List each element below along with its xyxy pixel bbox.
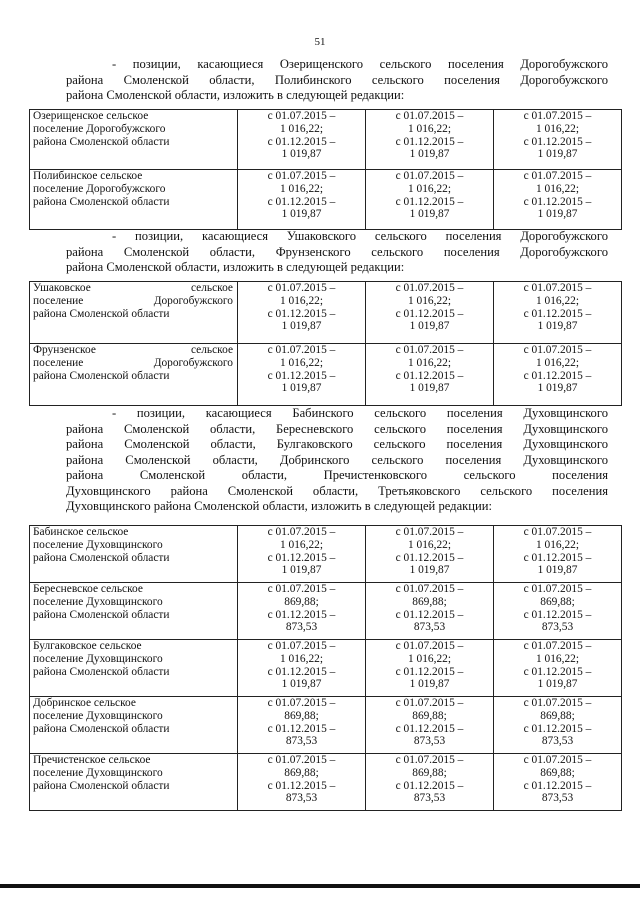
table-row: [30, 110, 622, 170]
table-row: [30, 640, 622, 697]
paragraph-1: [66, 57, 608, 104]
tariff-cell: с 01.07.2015 – 1 016,22; с 01.12.2015 – 1 019,87: [366, 344, 494, 406]
tariff-cell: с 01.07.2015 – 869,88; с 01.12.2015 – 873,53: [494, 583, 622, 640]
tariff-cell: с 01.07.2015 – 1 016,22; с 01.12.2015 – 1 019,87: [366, 282, 494, 344]
table-row: [30, 754, 622, 811]
settlement-name: Бабинское сельское поселение Духовщинского района Смоленской области: [30, 526, 238, 583]
settlement-name: Булгаковское сельское поселение Духовщинского района Смоленской области: [30, 640, 238, 697]
tariff-cell: с 01.07.2015 – 1 016,22; с 01.12.2015 – 1 019,87: [238, 640, 366, 697]
tariff-cell: с 01.07.2015 – 869,88; с 01.12.2015 – 873,53: [366, 754, 494, 811]
paragraph-line: района Смоленской области, изложить в следующей редакции:: [66, 88, 405, 102]
paragraph-line: района Смоленской области, Булгаковского сельского поселения Духовщинского: [66, 437, 608, 451]
page-number: 51: [314, 36, 326, 48]
tariff-table-1: [29, 109, 622, 230]
tariff-cell: с 01.07.2015 – 1 016,22; с 01.12.2015 – 1 019,87: [366, 640, 494, 697]
paragraph-line: - позиции, касающиеся Бабинского сельского поселения Духовщинского: [112, 406, 608, 420]
paragraph-line: района Смоленской области, Добринского сельского поселения Духовщинского: [66, 452, 608, 467]
tariff-cell: с 01.07.2015 – 1 016,22; с 01.12.2015 – 1 019,87: [494, 640, 622, 697]
settlement-name: Добринское сельское поселение Духовщинского района Смоленской области: [30, 697, 238, 754]
settlement-name: Полибинское сельское поселение Дорогобужского района Смоленской области: [30, 170, 238, 230]
paragraph-line: - позиции, касающиеся Ушаковского сельского поселения Дорогобужского: [112, 229, 608, 243]
tariff-cell: с 01.07.2015 – 869,88; с 01.12.2015 – 873,53: [366, 697, 494, 754]
settlement-name: Фрунзенское сельское поселение Дорогобужского района Смоленской области: [30, 344, 238, 406]
paragraph-line: Духовщинского района Смоленской области, Третьяковского сельского поселения: [66, 483, 608, 498]
settlement-name: Ушаковское сельское поселение Дорогобужского района Смоленской области: [30, 282, 238, 344]
paragraph-line: района Смоленской области, Фрунзенского сельского поселения Дорогобужского: [66, 244, 608, 259]
paragraph-line: Духовщинского района Смоленской области, изложить в следующей редакции:: [66, 499, 493, 513]
tariff-cell: с 01.07.2015 – 1 016,22; с 01.12.2015 – 1 019,87: [238, 110, 366, 170]
table-row: [30, 282, 622, 344]
tariff-cell: с 01.07.2015 – 869,88; с 01.12.2015 – 873,53: [494, 754, 622, 811]
tariff-cell: с 01.07.2015 – 869,88; с 01.12.2015 – 873,53: [238, 583, 366, 640]
paragraph-line: района Смоленской области, Пречистенковского сельского поселения: [66, 468, 608, 482]
tariff-cell: с 01.07.2015 – 1 016,22; с 01.12.2015 – 1 019,87: [494, 344, 622, 406]
paragraph-2: [66, 229, 608, 276]
tariff-cell: с 01.07.2015 – 1 016,22; с 01.12.2015 – 1 019,87: [494, 282, 622, 344]
settlement-name: Бересневское сельское поселение Духовщинского района Смоленской области: [30, 583, 238, 640]
paragraph-line: района Смоленской области, Полибинского сельского поселения Дорогобужского: [66, 72, 608, 87]
paragraph-line: района Смоленской области, изложить в следующей редакции:: [66, 260, 405, 274]
tariff-cell: с 01.07.2015 – 1 016,22; с 01.12.2015 – 1 019,87: [238, 282, 366, 344]
tariff-cell: с 01.07.2015 – 1 016,22; с 01.12.2015 – 1 019,87: [366, 526, 494, 583]
tariff-cell: с 01.07.2015 – 1 016,22; с 01.12.2015 – 1 019,87: [494, 110, 622, 170]
tariff-cell: с 01.07.2015 – 1 016,22; с 01.12.2015 – 1 019,87: [494, 526, 622, 583]
tariff-cell: с 01.07.2015 – 869,88; с 01.12.2015 – 873,53: [238, 697, 366, 754]
tariff-table-3: [29, 525, 622, 811]
paragraph-line: - позиции, касающиеся Озерищенского сельского поселения Дорогобужского: [112, 57, 608, 71]
settlement-name: Пречистенское сельское поселение Духовщинского района Смоленской области: [30, 754, 238, 811]
table-row: [30, 697, 622, 754]
settlement-name: Озерищенское сельское поселение Дорогобужского района Смоленской области: [30, 110, 238, 170]
tariff-cell: с 01.07.2015 – 869,88; с 01.12.2015 – 873,53: [366, 583, 494, 640]
table-row: [30, 526, 622, 583]
tariff-cell: с 01.07.2015 – 1 016,22; с 01.12.2015 – 1 019,87: [238, 170, 366, 230]
table-row: [30, 583, 622, 640]
tariff-cell: с 01.07.2015 – 1 016,22; с 01.12.2015 – 1 019,87: [494, 170, 622, 230]
page-bottom-rule: [0, 884, 640, 888]
table-row: [30, 170, 622, 230]
tariff-cell: с 01.07.2015 – 1 016,22; с 01.12.2015 – 1 019,87: [238, 344, 366, 406]
tariff-cell: с 01.07.2015 – 1 016,22; с 01.12.2015 – 1 019,87: [238, 526, 366, 583]
tariff-cell: с 01.07.2015 – 1 016,22; с 01.12.2015 – 1 019,87: [366, 170, 494, 230]
tariff-table-2: [29, 281, 622, 406]
tariff-cell: с 01.07.2015 – 1 016,22; с 01.12.2015 – 1 019,87: [366, 110, 494, 170]
table-row: [30, 344, 622, 406]
tariff-cell: с 01.07.2015 – 869,88; с 01.12.2015 – 873,53: [238, 754, 366, 811]
tariff-cell: с 01.07.2015 – 869,88; с 01.12.2015 – 873,53: [494, 697, 622, 754]
paragraph-line: района Смоленской области, Бересневского сельского поселения Духовщинского: [66, 421, 608, 436]
paragraph-3: [66, 406, 608, 515]
